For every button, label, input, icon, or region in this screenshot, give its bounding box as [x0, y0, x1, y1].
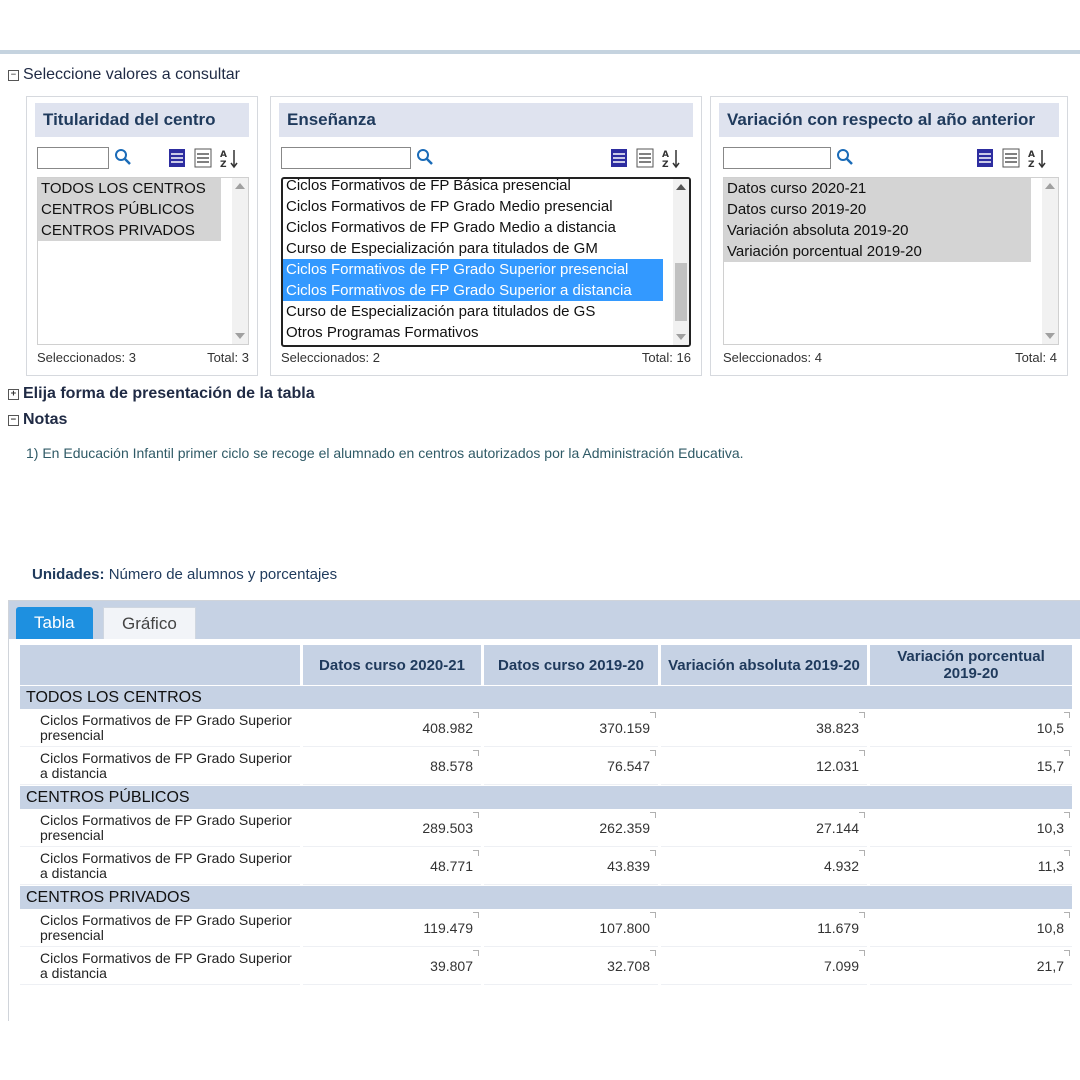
- list-option[interactable]: Ciclos Formativos de FP Grado Medio presencial: [286, 198, 613, 215]
- table-header-row: [20, 645, 1072, 685]
- tab-bar: [9, 601, 1080, 639]
- cell-value[interactable]: 4.932: [661, 848, 867, 885]
- cell-value[interactable]: 38.823: [661, 710, 867, 747]
- cell-value[interactable]: 11.679: [661, 910, 867, 947]
- cell-value[interactable]: 10,5: [870, 710, 1072, 747]
- cell-value[interactable]: 107.800: [484, 910, 658, 947]
- select-all-icon[interactable]: [975, 147, 995, 169]
- scroll-down-icon[interactable]: [676, 334, 686, 340]
- results-panel: [8, 600, 1080, 1021]
- list-option[interactable]: Variación absoluta 2019-20: [724, 220, 1031, 241]
- table-row: [20, 810, 1072, 847]
- deselect-all-icon[interactable]: [1001, 147, 1021, 169]
- search-input[interactable]: [37, 147, 109, 169]
- list-option[interactable]: Otros Programas Formativos: [286, 324, 479, 341]
- select-all-icon[interactable]: [167, 147, 187, 169]
- group-row: CENTROS PRIVADOS: [20, 886, 1072, 909]
- cell-value[interactable]: 27.144: [661, 810, 867, 847]
- cell-value[interactable]: 12.031: [661, 748, 867, 785]
- search-icon[interactable]: [835, 147, 855, 167]
- options-listbox[interactable]: [723, 177, 1059, 345]
- cell-value[interactable]: 21,7: [870, 948, 1072, 985]
- list-option[interactable]: Variación porcentual 2019-20: [724, 241, 1031, 262]
- panel-ensenanza: [270, 96, 702, 376]
- cell-value[interactable]: 88.578: [303, 748, 481, 785]
- row-label: Ciclos Formativos de FP Grado Superior presencial: [20, 810, 300, 847]
- svg-text:Z: Z: [1028, 160, 1035, 169]
- table-row: [20, 948, 1072, 985]
- sort-az-icon[interactable]: [661, 147, 681, 169]
- cell-value[interactable]: 11,3: [870, 848, 1072, 885]
- presentation-section-header[interactable]: [8, 385, 315, 403]
- list-option-selected[interactable]: Ciclos Formativos de FP Grado Superior presencial: [283, 259, 663, 280]
- presentation-title: Elija forma de presentación de la tabla: [23, 385, 315, 402]
- cell-value[interactable]: 7.099: [661, 948, 867, 985]
- cell-value[interactable]: 39.807: [303, 948, 481, 985]
- list-option[interactable]: Ciclos Formativos de FP Básica presencial: [286, 177, 571, 194]
- row-label: Ciclos Formativos de FP Grado Superior presencial: [20, 910, 300, 947]
- panel-variacion: [710, 96, 1068, 376]
- search-input[interactable]: [281, 147, 411, 169]
- header-variacion-absoluta: Variación absoluta 2019-20: [661, 645, 867, 685]
- collapse-icon[interactable]: −: [8, 70, 19, 81]
- cell-value[interactable]: 10,8: [870, 910, 1072, 947]
- scroll-thumb[interactable]: [675, 263, 687, 321]
- cell-value[interactable]: 262.359: [484, 810, 658, 847]
- list-option[interactable]: Ciclos Formativos de FP Grado Medio a distancia: [286, 219, 616, 236]
- panel-title: Enseñanza: [279, 103, 693, 137]
- row-label: Ciclos Formativos de FP Grado Superior a distancia: [20, 948, 300, 985]
- units-value: Número de alumnos y porcentajes: [108, 566, 338, 583]
- row-label: Ciclos Formativos de FP Grado Superior a distancia: [20, 748, 300, 785]
- list-option[interactable]: TODOS LOS CENTROS: [38, 178, 221, 199]
- scrollbar[interactable]: [1042, 178, 1058, 344]
- selected-count: Seleccionados: 3: [37, 350, 137, 365]
- list-option[interactable]: Curso de Especialización para titulados de GM: [286, 240, 598, 257]
- expand-icon[interactable]: +: [8, 389, 19, 400]
- list-option[interactable]: CENTROS PRIVADOS: [38, 220, 221, 241]
- search-icon[interactable]: [113, 147, 133, 167]
- total-count: Total: 4: [1015, 350, 1057, 365]
- scrollbar[interactable]: [673, 179, 689, 345]
- cell-value[interactable]: 48.771: [303, 848, 481, 885]
- deselect-all-icon[interactable]: [193, 147, 213, 169]
- cell-value[interactable]: 43.839: [484, 848, 658, 885]
- table-row: [20, 748, 1072, 785]
- options-listbox[interactable]: [37, 177, 249, 345]
- select-all-icon[interactable]: [609, 147, 629, 169]
- svg-text:Z: Z: [662, 160, 669, 169]
- cell-value[interactable]: 119.479: [303, 910, 481, 947]
- units-label: Unidades:: [32, 566, 105, 583]
- header-datos-2019-20: Datos curso 2019-20: [484, 645, 658, 685]
- units-line: [32, 566, 337, 583]
- selected-count: Seleccionados: 2: [281, 350, 381, 365]
- row-label: Ciclos Formativos de FP Grado Superior presencial: [20, 710, 300, 747]
- table-row: [20, 910, 1072, 947]
- scroll-down-icon[interactable]: [1045, 333, 1055, 339]
- tab-grafico[interactable]: Gráfico: [103, 607, 196, 639]
- panel-title: Variación con respecto al año anterior: [719, 103, 1059, 137]
- tab-tabla[interactable]: Tabla: [16, 607, 93, 639]
- note-text: 1) En Educación Infantil primer ciclo se recoge el alumnado en centros autorizados por la Administración Educativa.: [26, 445, 744, 461]
- cell-value[interactable]: 289.503: [303, 810, 481, 847]
- cell-value[interactable]: 408.982: [303, 710, 481, 747]
- notes-title: Notas: [23, 411, 68, 428]
- list-option[interactable]: Datos curso 2020-21: [724, 178, 1031, 199]
- list-option[interactable]: Datos curso 2019-20: [724, 199, 1031, 220]
- total-count: Total: 3: [207, 350, 249, 365]
- svg-text:A: A: [1028, 150, 1035, 160]
- select-values-title: Seleccione valores a consultar: [23, 66, 241, 83]
- svg-text:Z: Z: [220, 160, 227, 169]
- search-input[interactable]: [723, 147, 831, 169]
- cell-value[interactable]: 10,3: [870, 810, 1072, 847]
- notes-section-header[interactable]: [8, 411, 67, 429]
- list-option[interactable]: Curso de Especialización para titulados de GS: [286, 303, 596, 320]
- table-row: [20, 710, 1072, 747]
- row-label: Ciclos Formativos de FP Grado Superior a distancia: [20, 848, 300, 885]
- cell-value[interactable]: 32.708: [484, 948, 658, 985]
- scrollbar[interactable]: [232, 178, 248, 344]
- panel-titularidad: [26, 96, 258, 376]
- group-row: TODOS LOS CENTROS: [20, 686, 1072, 709]
- search-icon[interactable]: [415, 147, 435, 167]
- sort-az-icon[interactable]: [1027, 147, 1047, 169]
- cell-value[interactable]: 76.547: [484, 748, 658, 785]
- group-row: CENTROS PÚBLICOS: [20, 786, 1072, 809]
- list-option[interactable]: CENTROS PÚBLICOS: [38, 199, 221, 220]
- header-datos-2020-21: Datos curso 2020-21: [303, 645, 481, 685]
- deselect-all-icon[interactable]: [635, 147, 655, 169]
- scroll-down-icon[interactable]: [235, 333, 245, 339]
- scroll-up-icon[interactable]: [235, 183, 245, 189]
- table-row: [20, 848, 1072, 885]
- total-count: Total: 16: [641, 350, 691, 365]
- options-listbox[interactable]: [281, 177, 691, 347]
- selected-count: Seleccionados: 4: [723, 350, 823, 365]
- header-empty: [20, 645, 300, 685]
- panel-title: Titularidad del centro: [35, 103, 249, 137]
- scroll-up-icon[interactable]: [1045, 183, 1055, 189]
- header-variacion-porcentual: Variación porcentual 2019-20: [870, 645, 1072, 685]
- svg-text:A: A: [220, 150, 227, 160]
- list-option-selected[interactable]: Ciclos Formativos de FP Grado Superior a distancia: [283, 280, 663, 301]
- scroll-up-icon[interactable]: [676, 184, 686, 190]
- collapse-icon[interactable]: −: [8, 415, 19, 426]
- sort-az-icon[interactable]: [219, 147, 239, 169]
- cell-value[interactable]: 15,7: [870, 748, 1072, 785]
- results-table: [17, 644, 1075, 986]
- cell-value[interactable]: 370.159: [484, 710, 658, 747]
- top-divider: [0, 50, 1080, 54]
- select-values-section-header[interactable]: [8, 66, 240, 84]
- svg-text:A: A: [662, 150, 669, 160]
